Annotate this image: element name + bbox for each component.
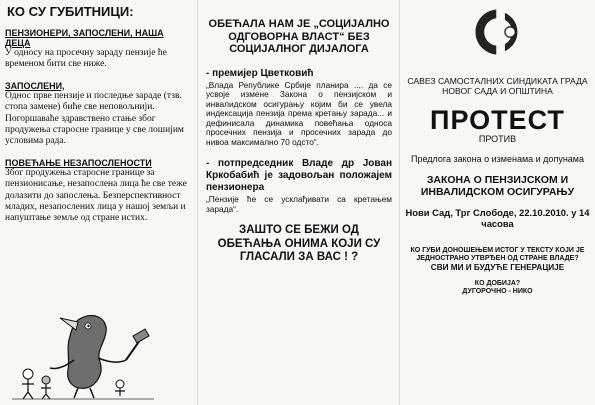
center-panel [198,0,398,405]
closing-question: ЗАШТО СЕ БЕЖИ ОД ОБЕЋАЊА ОНИМА КОЈИ СУ ГЛАСАЛИ ЗА ВАС ! ? [217,224,381,264]
union-logo-icon [472,6,524,58]
quote-deputy-pm: „Пензије ће се усклађивати са кретањем зарада“. [206,194,392,214]
law-name: ЗАКОНА О ПЕНЗИЈСКОМ И ИНВАЛИДСКОМ ОСИГУРАЊУ [420,173,575,199]
section-pensioners-heading: ПЕНЗИОНЕРИ, ЗАПОСЛЕНИ, НАША ДЕЦА [5,28,164,48]
promise-title: ОБЕЋАЛА НАМ ЈЕ „СОЦИЈАЛНО ОДГОВОРНА ВЛАСТ“ БЕЗ СОЦИЈАЛНОГ ДИЈАЛОГА [208,18,390,55]
right-panel [400,0,595,405]
quote-prime-minister: „Влада Републике Србије планира .... да се усвоје измене Закона о пензијском и инвалидском осигурању којим би се увела индексација пензија према кретању зарада... и дефинисала динамика повећања односа просечних пензија и просечних зарада до нивоа максимално 70 одсто“. [206,79,392,148]
answer-who-gains: ДУГОРОЧНО - НИКО [462,288,533,296]
cartoon-illustration [8,300,158,400]
section-unemployment-heading: ПОВЕЋАЊЕ НЕЗАПОСЛЕНОСТИ [5,157,152,168]
section-unemployment-text: Због продужења старосне границе за пензионисање, незапослена лица ће све теже долазити до запослења. Безперспективност младих, незапослених лица у нашој земљи и напуштање земље од стране истих. [5,167,187,224]
protest-title: ПРОТЕСТ [430,105,565,136]
against-label: ПРОТИВ [478,134,517,145]
answer-who-loses: СВИ МИ И БУДУЋЕ ГЕНЕРАЦИЈЕ [430,262,565,272]
section-employed-heading: ЗАПОСЛЕНИ, [5,80,65,91]
organization-name: САВЕЗ САМОСТАЛНИХ СИНДИКАТА ГРАДА НОВОГ САДА И ОПШТИНА [407,76,588,97]
proposal-subtitle: Предлога закона о изменама и допунама [411,154,584,165]
place-and-time: Нови Сад, Трг Слободе, 22.10.2010. у 14 часова [405,206,590,229]
speaker-deputy-pm: - потпредседник Владе др Јован Кркобабић је задовољан положајем пензионера [206,157,392,194]
section-pensioners-text: У односу на просечну зараду пензије ће временом бити све ниже. [5,48,167,70]
section-employed-text: Однос прве пензије и последње зараде (тзв. стопа замене) биће све неповољнији. Погоршаваће здравствено стање због продужења старосне границе у све лошијим условима рада. [5,90,184,147]
losers-heading: КО СУ ГУБИТНИЦИ: [7,4,134,19]
question-who-gains: КО ДОБИЈА? ДУГОРОЧНО - НИКО [462,280,533,296]
speaker-prime-minister: - премијер Цветковић [206,67,314,79]
question-who-loses: КО ГУБИ ДОНОШЕЊЕМ ИСТОГ У ТЕКСТУ КОЈИ ЈЕ ЈЕДНОСТРАНО УТВРЂЕН ОД СТРАНЕ ВЛАДЕ? СВИ МИ И БУДУЋЕ ГЕНЕРАЦИЈЕ [410,246,585,272]
